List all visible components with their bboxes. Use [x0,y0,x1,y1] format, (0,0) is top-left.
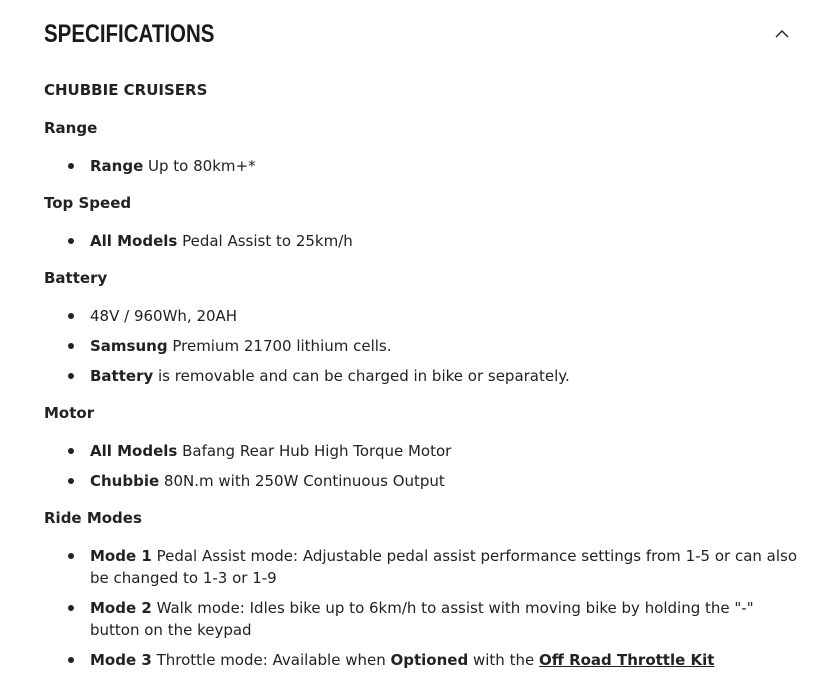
item-label: Mode 1 [90,547,152,565]
list-item [44,155,804,177]
item-label: Samsung [90,337,168,355]
section-heading-range: Range [44,119,98,137]
item-label: Chubbie [90,472,160,490]
list-item [44,365,804,387]
item-label: Battery [90,367,154,385]
item-emphasis: Optioned [390,651,469,669]
item-text: Premium 21700 lithium cells. [167,337,392,355]
specifications-header[interactable] [44,14,794,54]
item-text: 80N.m with 250W Continuous Output [159,472,445,490]
item-text: Pedal Assist mode: Adjustable pedal assist performance settings from 1-5 or can also be changed to 1-3 or 1-9 [90,547,798,587]
item-text: Throttle mode: Available when [151,651,391,669]
list-item [44,335,804,357]
ride-modes-list [44,545,804,671]
item-text: Up to 80km+* [143,157,256,175]
specifications-content [44,80,804,671]
item-text-continued: with the [468,651,539,669]
item-label: All Models [90,232,178,250]
item-label: All Models [90,442,178,460]
list-item [44,305,804,327]
section-heading-battery: Battery [44,269,108,287]
model-heading: CHUBBIE CRUISERS [44,81,208,99]
collapse-toggle-button[interactable] [770,22,794,46]
item-label: Mode 3 [90,651,152,669]
item-text: Pedal Assist to 25km/h [177,232,353,250]
section-heading-ride-modes: Ride Modes [44,509,142,527]
item-text: Bafang Rear Hub High Torque Motor [177,442,452,460]
item-text: 48V / 960Wh, 20AH [90,307,238,325]
list-item [44,545,804,589]
motor-list [44,440,804,492]
item-label: Mode 2 [90,599,152,617]
chevron-up-icon [774,29,790,39]
list-item [44,470,804,492]
top-speed-list [44,230,804,252]
range-list [44,155,804,177]
section-heading-top-speed: Top Speed [44,194,132,212]
battery-list [44,305,804,387]
off-road-throttle-kit-link[interactable]: Off Road Throttle Kit [538,651,715,669]
section-title: SPECIFICATIONS [44,20,215,48]
list-item [44,649,804,671]
list-item [44,230,804,252]
item-text: is removable and can be charged in bike or separately. [153,367,570,385]
list-item [44,440,804,462]
item-text: Walk mode: Idles bike up to 6km/h to assist with moving bike by holding the "-" button on the keypad [90,599,754,639]
item-label: Range [90,157,144,175]
section-heading-motor: Motor [44,404,95,422]
list-item [44,597,804,641]
